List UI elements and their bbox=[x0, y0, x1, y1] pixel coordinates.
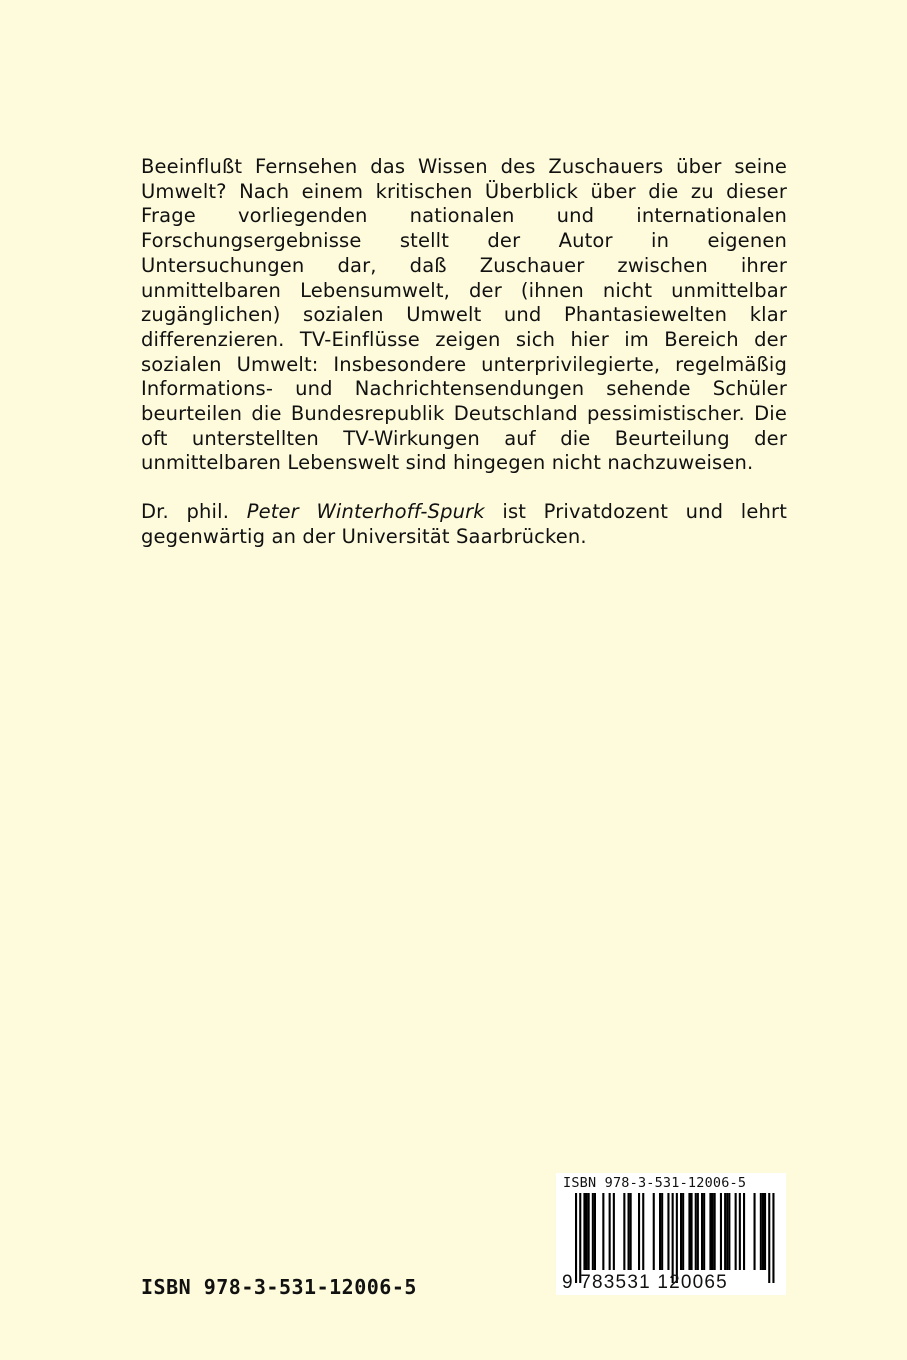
barcode-bar bbox=[628, 1193, 630, 1270]
barcode-bar bbox=[695, 1193, 697, 1270]
barcode-bar bbox=[754, 1193, 756, 1270]
barcode-bar bbox=[697, 1193, 699, 1270]
barcode-bar bbox=[594, 1193, 596, 1270]
barcode-bar bbox=[703, 1193, 705, 1270]
back-cover-blurb bbox=[141, 155, 787, 550]
barcode-bar bbox=[586, 1193, 588, 1270]
barcode-bar bbox=[709, 1193, 711, 1270]
barcode-bar bbox=[728, 1193, 730, 1270]
barcode-bar bbox=[659, 1193, 661, 1270]
barcode-bar bbox=[726, 1193, 728, 1270]
barcode-bar bbox=[768, 1193, 770, 1283]
barcode-bar bbox=[609, 1193, 611, 1270]
barcode-bar bbox=[613, 1193, 615, 1270]
barcode-bar bbox=[630, 1193, 632, 1270]
author-description: ist Privatdozent und lehrt gegenwärtig an der Universität Saarbrücken. bbox=[141, 500, 787, 548]
author-title: Dr. phil. bbox=[141, 500, 230, 524]
barcode-bar bbox=[623, 1193, 625, 1270]
barcode-bar bbox=[667, 1193, 669, 1270]
isbn-barcode bbox=[556, 1173, 786, 1295]
barcode-isbn-label: ISBN 978-3-531-12006-5 bbox=[563, 1175, 747, 1191]
barcode-bar bbox=[691, 1193, 693, 1270]
barcode-bar bbox=[720, 1193, 722, 1270]
barcode-bar bbox=[743, 1193, 745, 1270]
barcode-bar bbox=[714, 1193, 716, 1270]
barcode-bar bbox=[688, 1193, 690, 1270]
barcode-bar bbox=[764, 1193, 766, 1270]
barcode-bar bbox=[672, 1193, 674, 1283]
barcode-bar bbox=[762, 1193, 764, 1270]
barcode-digits: 9 783531 120065 bbox=[562, 1272, 728, 1293]
isbn-footer: ISBN 978-3-531-12006-5 bbox=[141, 1275, 417, 1299]
barcode-bar bbox=[653, 1193, 655, 1270]
barcode-bar bbox=[701, 1193, 703, 1270]
barcode-bar bbox=[575, 1193, 577, 1283]
barcode-bar bbox=[592, 1193, 594, 1270]
barcode-bar bbox=[602, 1193, 604, 1270]
barcode-bar bbox=[588, 1193, 590, 1270]
barcode-bar bbox=[676, 1193, 678, 1283]
barcode-bar bbox=[680, 1193, 682, 1270]
barcode-bar bbox=[642, 1193, 644, 1270]
author-bio bbox=[141, 500, 787, 549]
barcode-bar bbox=[712, 1193, 714, 1270]
barcode-bar bbox=[739, 1193, 741, 1270]
barcode-bar bbox=[638, 1193, 640, 1270]
barcode-bar bbox=[661, 1193, 663, 1270]
description-paragraph: Beeinflußt Fernsehen das Wissen des Zuschauers über seine Umwelt? Nach einem kritischen Überblick über die zu dieser Frage vorliegenden nationalen und internationalen Forschungsergebnisse stellt der Autor in eigenen Untersuchungen dar, daß Zuschauer zwischen ihrer unmittelbaren Lebensumwelt, der (ihnen nicht unmittelbar zugänglichen) sozialen Umwelt und Phantasiewelten klar differenzieren. TV-Einflüsse zeigen sich hier im Bereich der sozialen Umwelt: Insbesondere unterprivilegierte, regelmäßig Informations- und Nachrichtensendungen sehende Schüler beurteilen die Bundesrepublik Deutschland pessimistischer. Die oft unterstellten TV-Wirkungen auf die Beurteilung der unmittelbaren Lebenswelt sind hingegen nicht nachzuweisen. bbox=[141, 155, 787, 475]
barcode-bar bbox=[760, 1193, 762, 1270]
author-name: Peter Winterhoff-Spurk bbox=[246, 500, 485, 524]
barcode-bar bbox=[682, 1193, 684, 1270]
barcode-bar bbox=[579, 1193, 581, 1283]
barcode-bar bbox=[724, 1193, 726, 1270]
barcode-bar bbox=[583, 1193, 585, 1270]
barcode-bar bbox=[772, 1193, 774, 1283]
barcode-bar bbox=[735, 1193, 737, 1270]
